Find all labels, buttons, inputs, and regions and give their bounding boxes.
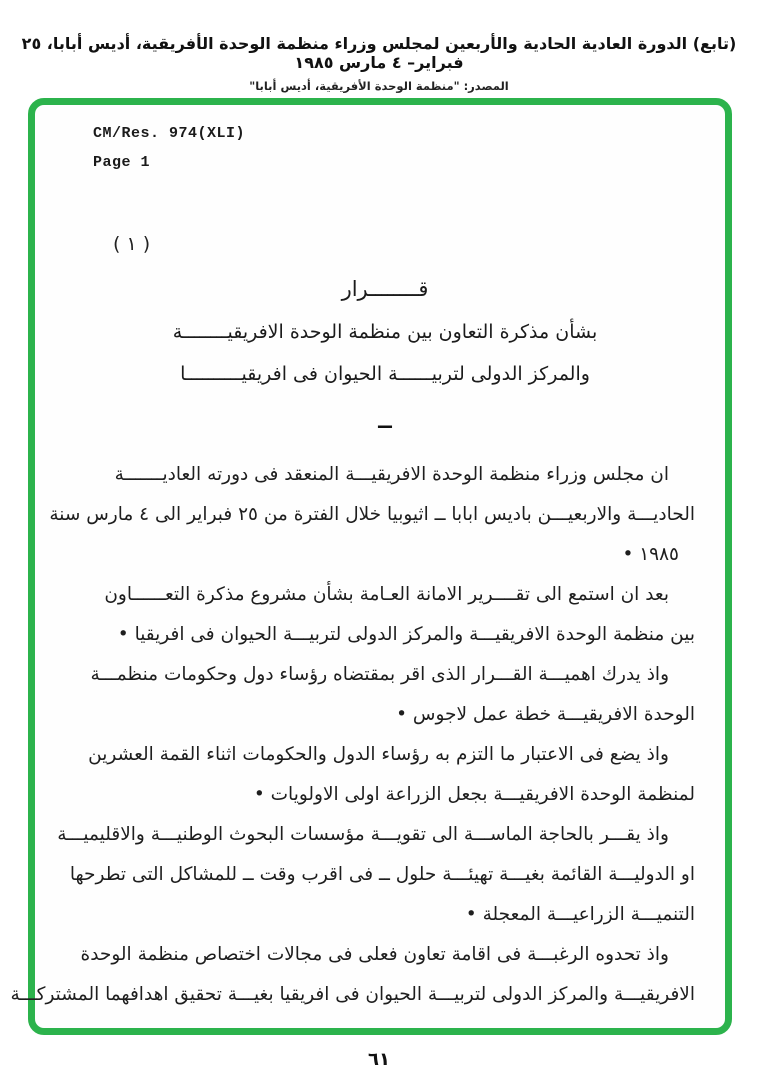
body-line: واذ تحدوه الرغبـــة فى اقامة تعاون فعلى فى مجالات اختصاص منظمة الوحدة [80,944,669,965]
body-line: ان مجلس وزراء منظمة الوحدة الافريقيـــة المنعقد فى دورته العاديـــــــة [114,464,669,485]
resolution-content [10,105,725,1028]
header-source-caption: المصدر: "منظمة الوحدة الأفريقية، أديس أبابا" [249,79,509,93]
body-line: واذ يدرك اهميـــة القـــرار الذى اقر بمقتضاه رؤساء دول وحكومات منظمـــة [90,664,669,685]
resolution-subtitle-line-1: بشأن مذكرة التعاون بين منظمة الوحدة الافريقيــــــــة [172,321,598,343]
body-line: واذ يضع فى الاعتبار ما التزم به رؤساء الدول والحكومات اثناء القمة العشرين [88,744,669,765]
resolution-title: قــــــــرار [341,277,429,301]
header-session-caption: (تابع) الدورة العادية الحادية والأربعين لمجلس وزراء منظمة الوحدة الأفريقية، أديس أبابا، ٢٥ فبراير– ٤ مارس ١٩٨٥ [21,34,737,72]
paragraph [10,935,695,1015]
body-line: واذ يقـــر بالحاجة الماســـة الى تقويـــة مؤسسات البحوث الوطنيـــة والاقليميـــة [57,824,669,845]
body-line: لمنظمة الوحدة الافريقيـــة بجعل الزراعة اولى الاولويات • [253,784,695,805]
body-line: بعد ان استمع الى تقــــرير الامانة العـامة بشأن مشروع مذكرة التعــــــاون [104,584,669,605]
paragraph [75,655,695,735]
body-line: الوحدة الافريقيـــة خطة عمل لاجوس • [396,704,695,725]
body-line: ١٩٨٥ • [622,544,679,565]
body-line: التنميـــة الزراعيـــة المعجلة • [465,904,695,925]
resolution-subtitle-line-2: والمركز الدولى لتربيــــــة الحيوان فى افريقيــــــــــا [180,363,590,385]
body-line: بين منظمة الوحدة الافريقيـــة والمركز الدولى لتربيـــة الحيوان فى افريقيا • [117,624,695,645]
paragraph [49,455,695,575]
body-line: الحاديـــة والاربعيـــن باديس ابابا ــ اثيوبيا خلال الفترة من ٢٥ فبراير الى ٤ مارس سنة [49,504,695,525]
document-header [0,34,758,93]
resolution-highlight-frame [10,98,732,1035]
document-reference: CM/Res. 974(XLI) [93,125,246,142]
resolution-item-number: ( ١ ) [113,233,151,255]
separator-dash: ــ [378,409,392,433]
folio-page-number: ٦١ [368,1049,390,1070]
body-line: الافريقيـــة والمركز الدولى لتربيـــة الحيوان فى افريقيا بغيـــة تحقيق اهدافهما المشتركـــة [10,984,695,1005]
paragraph [75,575,695,655]
resolution-body [10,455,695,1015]
paragraph [75,735,695,815]
paragraph [57,815,695,935]
body-line: او الدوليـــة القائمة بغيـــة تهيئـــة حلول ــ فى اقرب وقت ــ للمشاكل التى تطرحها [69,864,695,885]
document-page-label: Page 1 [93,154,151,171]
